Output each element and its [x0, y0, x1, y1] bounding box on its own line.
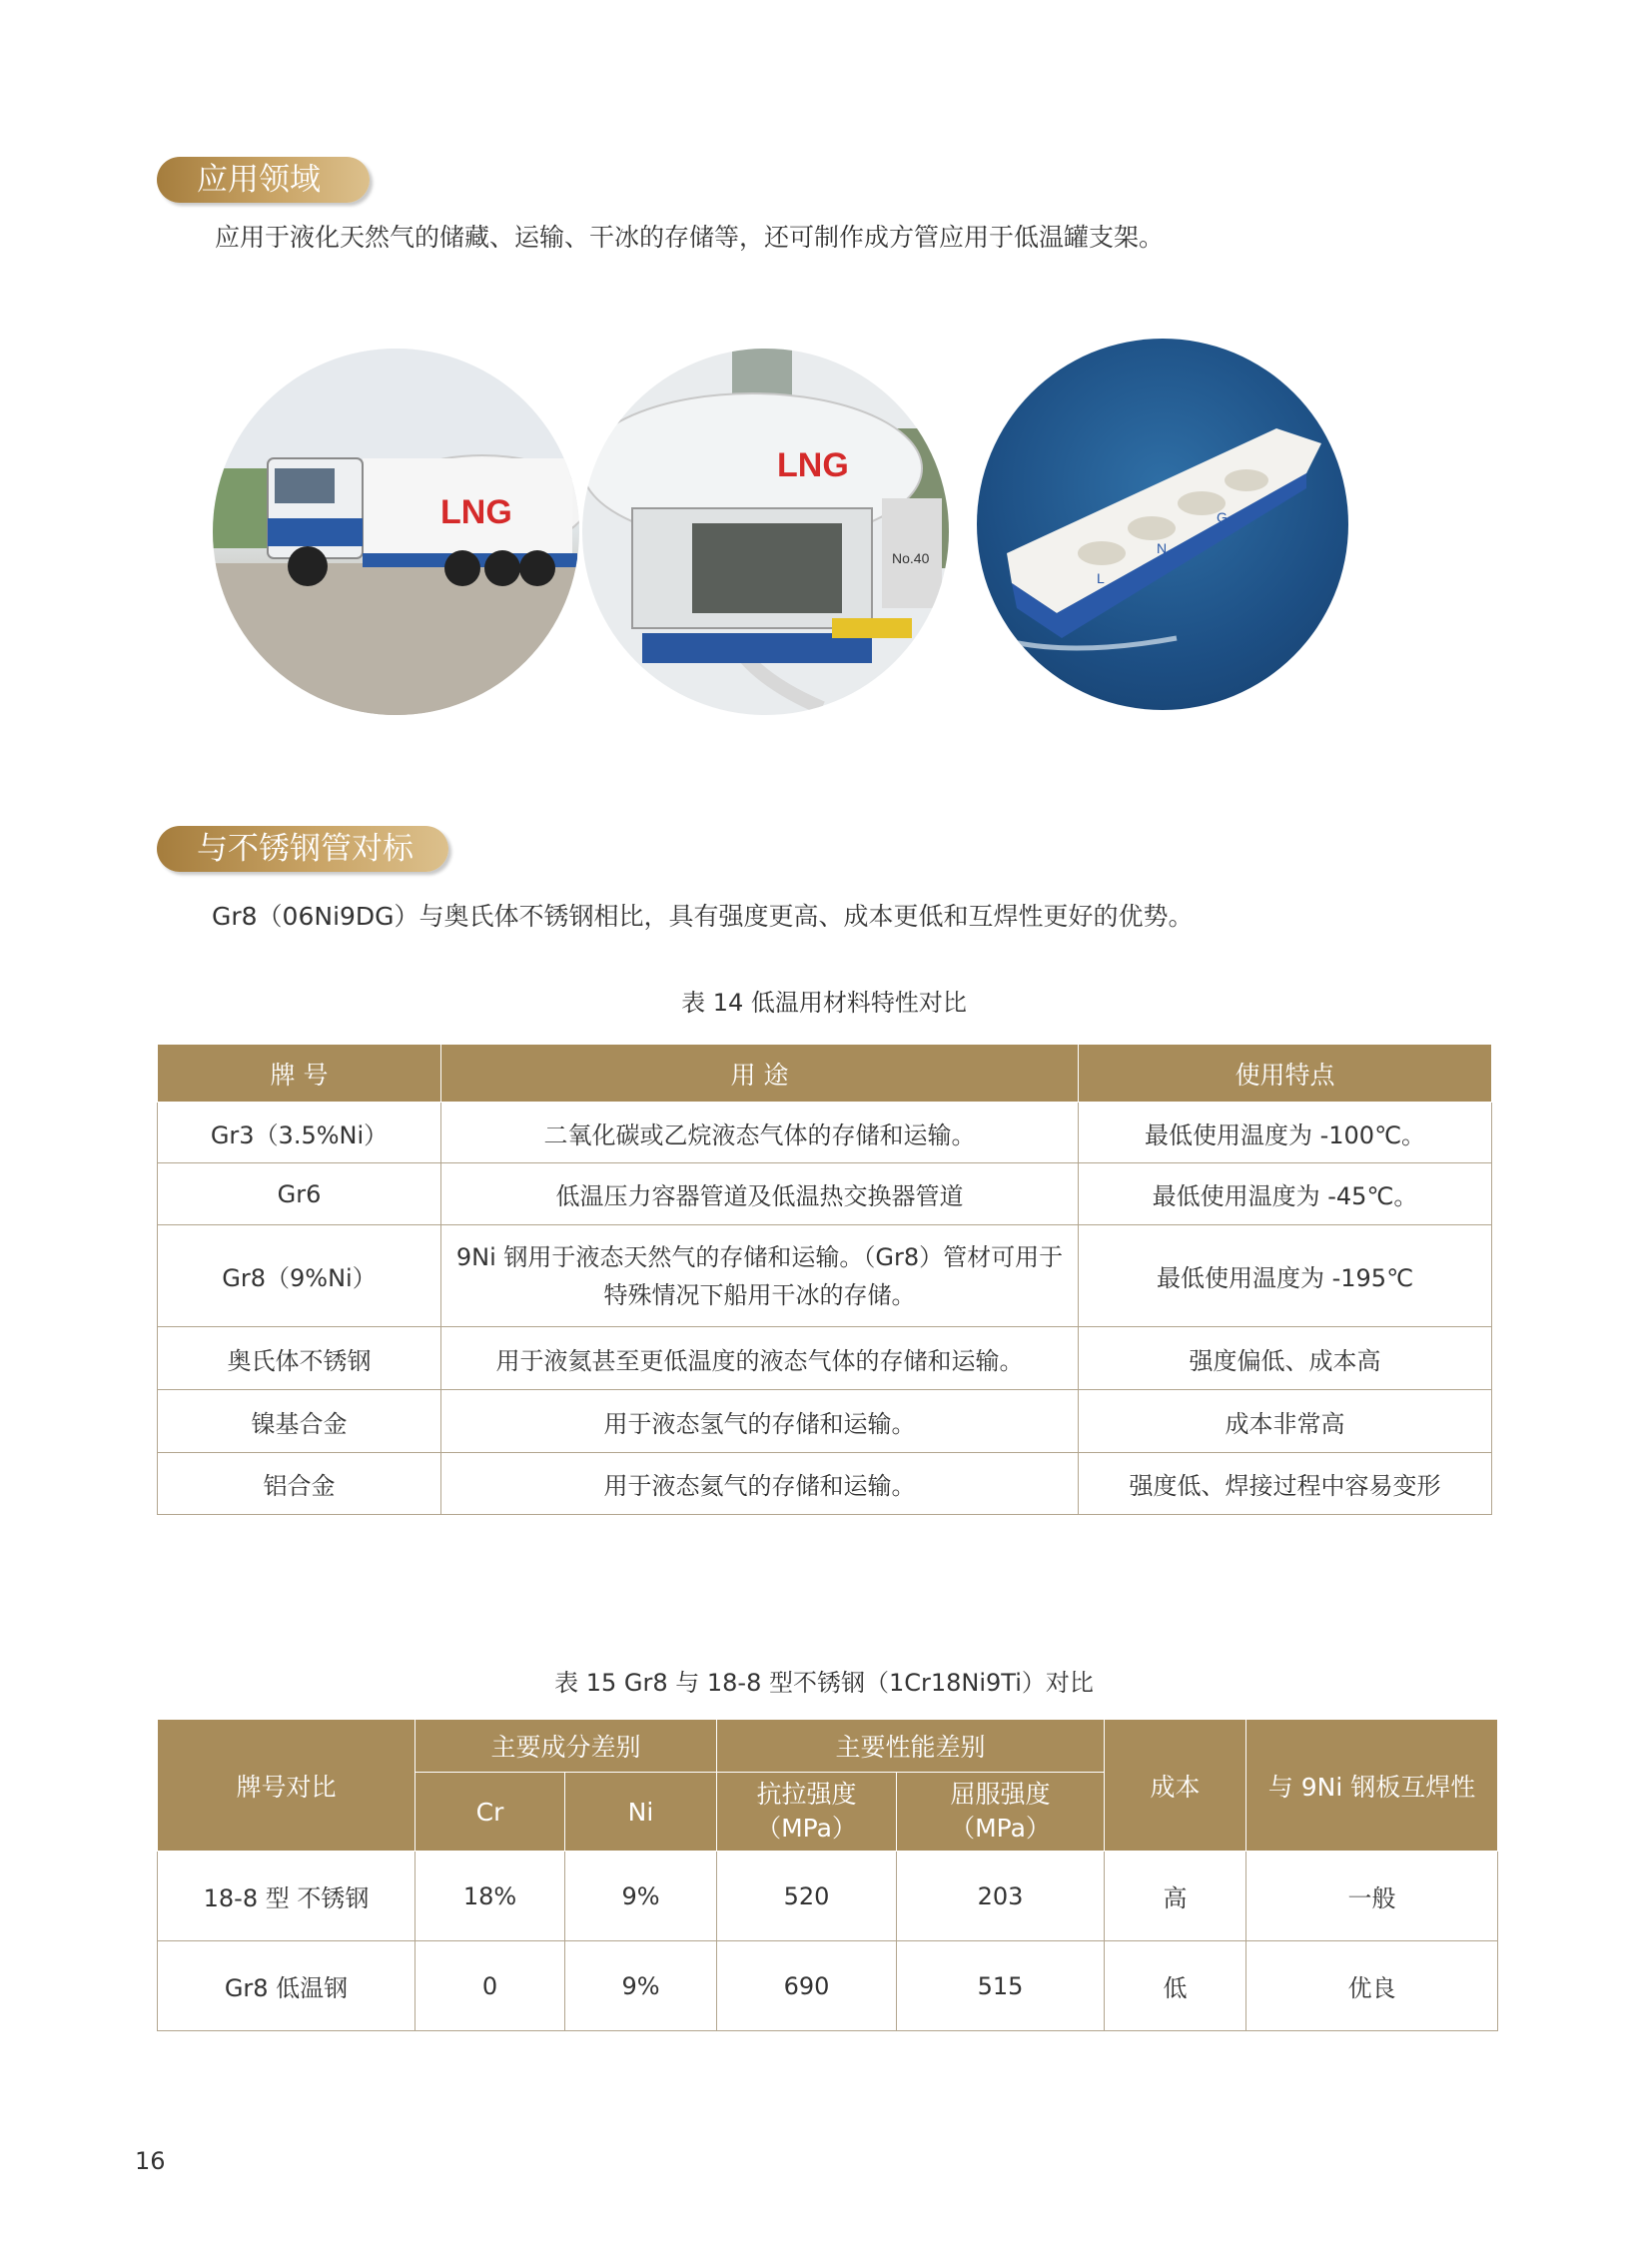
table14-cell: 强度偏低、成本高	[1079, 1327, 1492, 1390]
application-text: 应用于液化天然气的储藏、运输、干冰的存储等，还可制作成方管应用于低温罐支架。	[215, 223, 1165, 252]
table14-cell: Gr3（3.5%Ni）	[158, 1103, 441, 1163]
table-row	[158, 1453, 1492, 1515]
lng-ship-photo	[977, 339, 1348, 710]
table-row	[158, 1103, 1492, 1163]
table15-cell: 18-8 型 不锈钢	[158, 1852, 415, 1941]
table14-caption: 表 14 低温用材料特性对比	[681, 989, 967, 1017]
section-title-application: 应用领域	[157, 157, 370, 203]
table14-cell: 铝合金	[158, 1453, 441, 1515]
ship-letter-g: G	[1217, 509, 1228, 525]
table-row	[158, 1852, 1498, 1941]
table15-header-ni: Ni	[565, 1773, 717, 1852]
table14-cell: 成本非常高	[1079, 1390, 1492, 1453]
tensile-unit: （MPa）	[756, 1814, 857, 1843]
table14-cell: 最低使用温度为 -100℃。	[1079, 1103, 1492, 1163]
table14-cell: 二氧化碳或乙烷液态气体的存储和运输。	[441, 1103, 1079, 1163]
trailer-logo-text: LNG	[777, 446, 849, 484]
table14-header-grade: 牌 号	[158, 1045, 441, 1103]
table14	[157, 1044, 1492, 1515]
table14-cell: 用于液态氢气的存储和运输。	[441, 1390, 1079, 1453]
lng-truck-photo	[213, 349, 579, 715]
table15-cell: 18%	[415, 1852, 565, 1941]
table15-header-performance: 主要性能差别	[717, 1720, 1105, 1773]
table15-cell: 515	[897, 1941, 1105, 2031]
table-row	[158, 1163, 1492, 1225]
table14-cell: 9Ni 钢用于液态天然气的存储和运输。（Gr8）管材可用于特殊情况下船用干冰的存储。	[441, 1225, 1079, 1327]
table-row	[158, 1225, 1492, 1327]
tensile-label: 抗拉强度	[756, 1780, 857, 1809]
table14-cell: 用于液氦甚至更低温度的液态气体的存储和运输。	[441, 1327, 1079, 1390]
table15-cell: 高	[1105, 1852, 1246, 1941]
table15-header-cr: Cr	[415, 1773, 565, 1852]
table15-cell: 520	[717, 1852, 897, 1941]
page-number: 16	[135, 2147, 166, 2175]
table15-header-compare: 牌号对比	[158, 1720, 415, 1852]
table14-cell: 镍基合金	[158, 1390, 441, 1453]
table15-cell: 一般	[1246, 1852, 1498, 1941]
yield-label: 屈服强度	[950, 1780, 1051, 1809]
table14-cell: 最低使用温度为 -45℃。	[1079, 1163, 1492, 1225]
table15-cell: 9%	[565, 1941, 717, 2031]
table15-caption: 表 15 Gr8 与 18-8 型不锈钢（1Cr18Ni9Ti）对比	[554, 1669, 1094, 1697]
trailer-plate-text: No.40	[892, 550, 930, 566]
table15-header-yield	[897, 1773, 1105, 1852]
table14-cell: Gr6	[158, 1163, 441, 1225]
table14-cell: Gr8（9%Ni）	[158, 1225, 441, 1327]
table15-header-tensile	[717, 1773, 897, 1852]
table15-cell: 9%	[565, 1852, 717, 1941]
table15-cell: 203	[897, 1852, 1105, 1941]
lng-trailer-photo	[582, 349, 949, 715]
table-row	[158, 1941, 1498, 2031]
table-row	[158, 1390, 1492, 1453]
table15-cell: 低	[1105, 1941, 1246, 2031]
table-row	[158, 1327, 1492, 1390]
table14-header-use: 用 途	[441, 1045, 1079, 1103]
table15-cell: 690	[717, 1941, 897, 2031]
table15-header-weldability: 与 9Ni 钢板互焊性	[1246, 1720, 1498, 1852]
table14-header-feature: 使用特点	[1079, 1045, 1492, 1103]
table14-cell: 用于液态氦气的存储和运输。	[441, 1453, 1079, 1515]
table14-cell: 低温压力容器管道及低温热交换器管道	[441, 1163, 1079, 1225]
table14-cell: 奥氏体不锈钢	[158, 1327, 441, 1390]
table14-cell: 最低使用温度为 -195℃	[1079, 1225, 1492, 1327]
table15-cell: Gr8 低温钢	[158, 1941, 415, 2031]
table15-header-composition: 主要成分差别	[415, 1720, 717, 1773]
ship-letter-n: N	[1157, 540, 1168, 556]
ship-letter-l: L	[1097, 570, 1105, 586]
table15	[157, 1719, 1498, 2031]
benchmark-text: Gr8（06Ni9DG）与奥氏体不锈钢相比，具有强度更高、成本更低和互焊性更好的优势。	[212, 902, 1194, 931]
table15-cell: 0	[415, 1941, 565, 2031]
yield-unit: （MPa）	[950, 1814, 1051, 1843]
table14-cell: 强度低、焊接过程中容易变形	[1079, 1453, 1492, 1515]
section-title-benchmark: 与不锈钢管对标	[157, 826, 448, 872]
table15-header-cost: 成本	[1105, 1720, 1246, 1852]
table15-cell: 优良	[1246, 1941, 1498, 2031]
truck-logo-text: LNG	[440, 493, 512, 531]
